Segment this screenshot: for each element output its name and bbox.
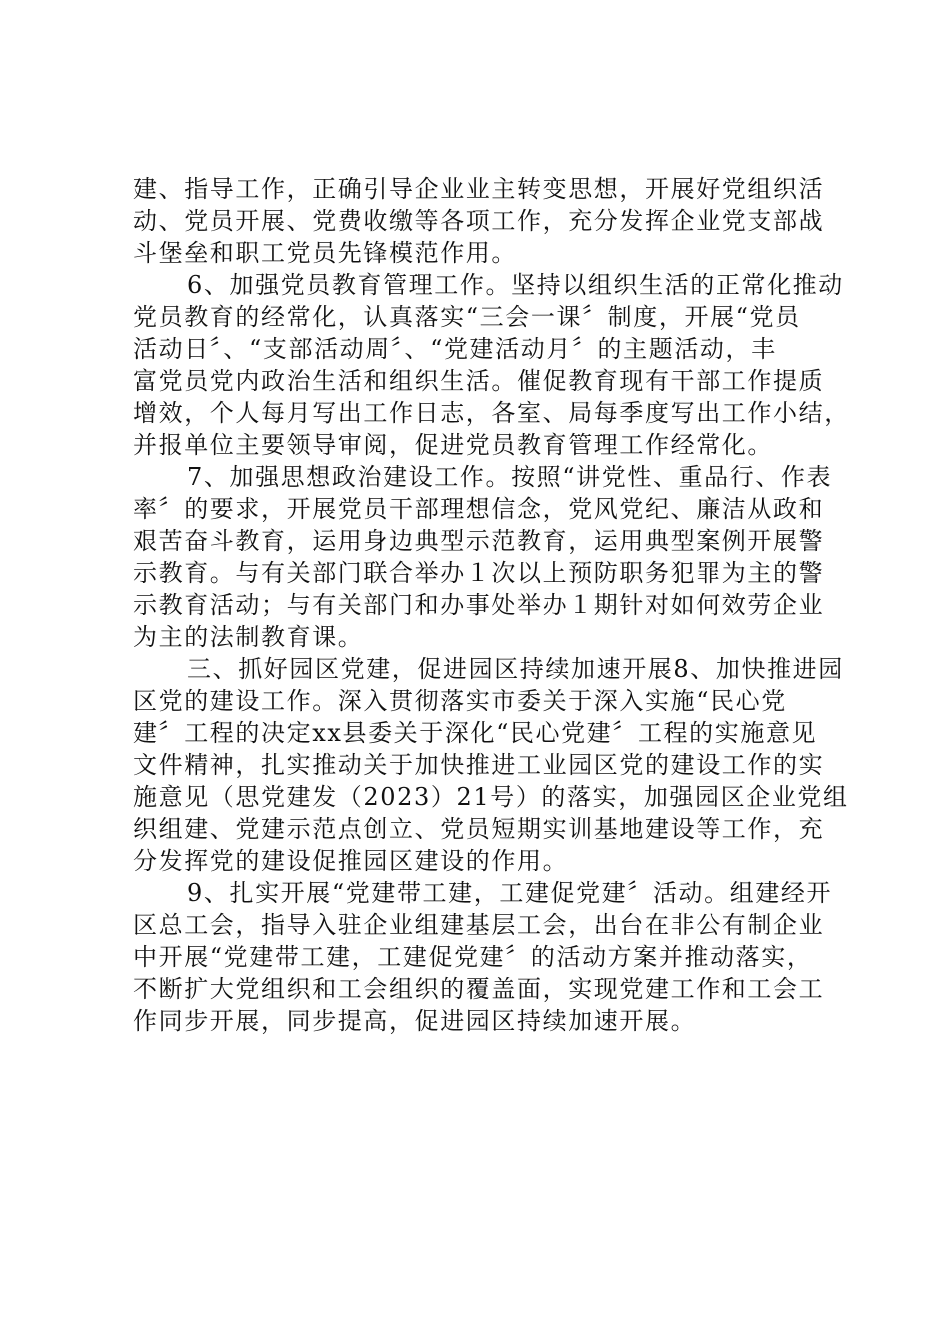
paragraph-item-7	[133, 461, 833, 653]
text-line: 不断扩大党组织和工会组织的覆盖面，实现党建工作和工会工	[133, 975, 825, 1003]
paragraph-section-3-item-8	[133, 653, 849, 877]
text-line: 中开展“党建带工建，工建促党建〞的活动方案并推动落实，	[133, 943, 813, 971]
text-line: 区党的建设工作。深入贯彻落实市委关于深入实施“民心党	[133, 687, 787, 715]
text-line: 率〞的要求，开展党员干部理想信念，党风党纪、廉洁从政和	[133, 495, 825, 523]
text-line: 6、加强党员教育管理工作。坚持以组织生活的正常化推动	[187, 271, 844, 299]
text-line: 分发挥党的建设促推园区建设的作用。	[133, 847, 569, 875]
text-line: 艰苦奋斗教育，运用身边典型示范教育，运用典型案例开展警	[133, 527, 825, 555]
text-line: 建〞工程的决定xx县委关于深化“民心党建〞工程的实施意见	[133, 719, 818, 747]
text-line: 作同步开展，同步提高，促进园区持续加速开展。	[133, 1007, 697, 1035]
text-line: 活动日〞、“支部活动周〞、“党建活动月〞的主题活动，丰	[133, 335, 777, 363]
text-line: 示教育活动；与有关部门和办事处举办１期针对如何效劳企业	[133, 591, 825, 619]
text-line: 党员教育的经常化，认真落实“三会一课〞制度，开展“党员	[133, 303, 801, 331]
text-line: 织组建、党建示范点创立、党员短期实训基地建设等工作，充	[133, 815, 825, 843]
text-line: 并报单位主要领导审阅，促进党员教育管理工作经常化。	[133, 431, 773, 459]
text-line: 增效，个人每月写出工作日志，各室、局每季度写出工作小结，	[133, 399, 850, 427]
text-line: 动、党员开展、党费收缴等各项工作，充分发挥企业党支部战	[133, 207, 825, 235]
text-line: 9、扎实开展“党建带工建，工建促党建〞活动。组建经开	[187, 879, 833, 907]
text-line: 为主的法制教育课。	[133, 623, 364, 651]
text-line: 建、指导工作，正确引导企业业主转变思想，开展好党组织活	[133, 175, 825, 203]
text-line: 7、加强思想政治建设工作。按照“讲党性、重品行、作表	[187, 463, 833, 491]
paragraph-item-6	[133, 269, 850, 461]
text-line: 施意见（思党建发（2023）21号）的落实，加强园区企业党组	[133, 783, 849, 811]
paragraph-continuation	[133, 173, 833, 269]
paragraph-item-9	[133, 877, 833, 1037]
text-line: 文件精神，扎实推动关于加快推进工业园区党的建设工作的实	[133, 751, 825, 779]
text-line: 斗堡垒和职工党员先锋模范作用。	[133, 239, 517, 267]
text-line: 区总工会，指导入驻企业组建基层工会，出台在非公有制企业	[133, 911, 825, 939]
document-body	[133, 173, 850, 1037]
text-line: 富党员党内政治生活和组织生活。催促教育现有干部工作提质	[133, 367, 825, 395]
text-line: 示教育。与有关部门联合举办１次以上预防职务犯罪为主的警	[133, 559, 825, 587]
text-line: 三、抓好园区党建，促进园区持续加速开展8、加快推进园	[187, 655, 844, 683]
